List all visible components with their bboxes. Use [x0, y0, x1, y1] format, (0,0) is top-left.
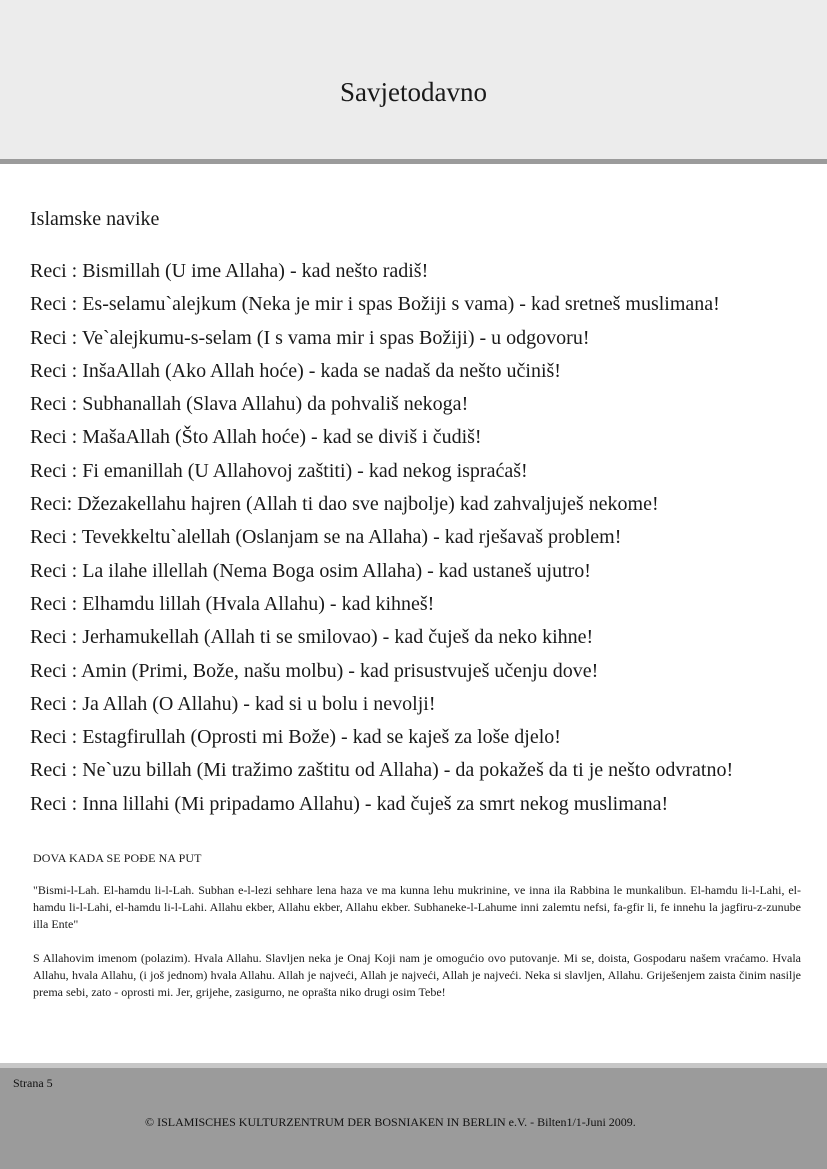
dova-translation: S Allahovim imenom (polazim). Hvala Allahu. Slavljen neka je Onaj Koji nam je omogućio ovo putovanje. Mi se, doista, Gospodaru našem vraćamo. Hvala Allahu, hvala Allahu, (i još jednom) hvala Allahu. Allah je najveći, Allah je najveći, Allah je najveći. Neka si slavljen, Allahu. Griješenjem zaista činim nasilje prema sebi, zato - oprosti mi. Jer, grijehe, zasigurno, ne oprašta niko drugi osim Tebe! — [33, 951, 801, 999]
list-item: Reci : InšaAllah (Ako Allah hoće) - kada se nadaš da nešto učiniš! — [30, 359, 561, 382]
list-item: Reci : La ilahe illellah (Nema Boga osim Allaha) - kad ustaneš ujutro! — [30, 559, 591, 582]
list-item: Reci : Fi emanillah (U Allahovoj zaštiti) - kad nekog ispraćaš! — [30, 459, 528, 482]
list-item: Reci : MašaAllah (Što Allah hoće) - kad se diviš i čudiš! — [30, 426, 482, 449]
list-item: Reci : Estagfirullah (Oprosti mi Bože) - kad se kaješ za loše djelo! — [30, 726, 561, 749]
dova-heading: DOVA KADA SE POĐE NA PUT — [33, 851, 202, 865]
section-heading: Islamske navike — [30, 208, 160, 230]
page-title: Savjetodavno — [340, 77, 487, 107]
page-number: Strana 5 — [13, 1076, 53, 1090]
list-item: Reci : Amin (Primi, Bože, našu molbu) - kad prisustvuješ učenju dove! — [30, 659, 599, 682]
list-item: Reci : Inna lillahi (Mi pripadamo Allahu) - kad čuješ za smrt nekog muslimana! — [30, 792, 669, 815]
list-item: Reci : Jerhamukellah (Allah ti se smilovao) - kad čuješ da neko kihne! — [30, 626, 594, 649]
list-item: Reci : Subhanallah (Slava Allahu) da pohvališ nekoga! — [30, 393, 469, 416]
copyright-notice: © ISLAMISCHES KULTURZENTRUM DER BOSNIAKEN IN BERLIN e.V. - Bilten1/1-Juni 2009. — [145, 1115, 636, 1129]
list-item: Reci: Džezakellahu hajren (Allah ti dao sve najbolje) kad zahvaljuješ nekome! — [30, 493, 659, 516]
list-item: Reci : Es-selamu`alejkum (Neka je mir i spas Božiji s vama) - kad sretneš muslimana! — [30, 293, 720, 316]
header-divider — [0, 159, 827, 164]
list-item: Reci : Tevekkeltu`alellah (Oslanjam se na Allaha) - kad rješavaš problem! — [30, 526, 622, 549]
list-item: Reci : Ne`uzu billah (Mi tražimo zaštitu od Allaha) - da pokažeš da ti je nešto odvratno! — [30, 759, 734, 782]
dova-transliteration: "Bismi-l-Lah. El-hamdu li-l-Lah. Subhan e-l-lezi sehhare lena haza ve ma kunna lehu mukrinine, ve inna ila Rabbina le munkalibun. El-hamdu li-l-Lahi, el-hamdu li-l-Lahi, el-hamdu li-l-Lahi. Allahu ekber, Allahu ekber, Allahu ekber. Subhaneke-l-Lahume inni zalemtu nefsi, fa-gfir li, fe innehu la jagfiru-z-zunube illa Ente" — [33, 883, 801, 931]
list-item: Reci : Ve`alejkumu-s-selam (I s vama mir i spas Božiji) - u odgovoru! — [30, 326, 590, 349]
list-item: Reci : Elhamdu lillah (Hvala Allahu) - kad kihneš! — [30, 592, 435, 615]
list-item: Reci : Ja Allah (O Allahu) - kad si u bolu i nevolji! — [30, 692, 436, 715]
list-item: Reci : Bismillah (U ime Allaha) - kad nešto radiš! — [30, 260, 429, 282]
sayings-list — [30, 255, 810, 821]
